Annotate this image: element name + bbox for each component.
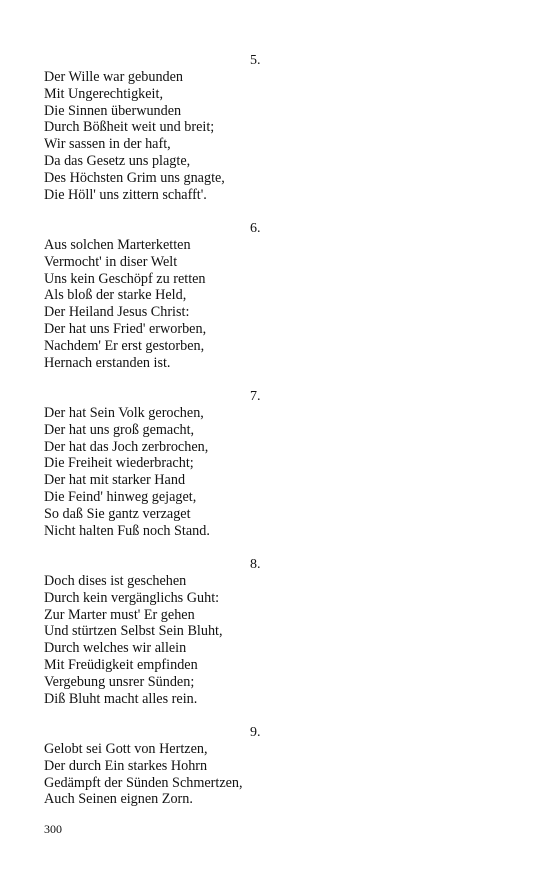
verse-line: Diß Bluht macht alles rein.: [44, 690, 198, 707]
verse-line: Durch welches wir allein: [44, 640, 187, 657]
verse-line: Die Feind' hinweg gejaget,: [44, 488, 197, 505]
verse-line: Auch Seinen eignen Zorn.: [44, 791, 193, 808]
verse-line: Gelobt sei Gott von Hertzen,: [44, 741, 208, 757]
stanza-number: 7.: [250, 389, 261, 404]
verse-line: Der hat mit starker Hand: [44, 472, 186, 489]
verse-line: Die Sinnen überwunden: [44, 102, 182, 119]
page-number: 300: [44, 822, 62, 836]
verse-line: So daß Sie gantz verzaget: [44, 505, 191, 522]
verse-line: Des Höchsten Grim uns gnagte,: [44, 169, 225, 186]
verse-line: Als bloß der starke Held,: [44, 287, 187, 304]
verse-line: Durch Bößheit weit und breit;: [44, 119, 215, 136]
verse-line: Die Höll' uns zittern schafft'.: [44, 186, 207, 203]
verse-line: Mit Ungerechtigkeit,: [44, 85, 163, 102]
verse-line: Der hat Sein Volk gerochen,: [44, 405, 204, 421]
verse-line: Nicht halten Fuß noch Stand.: [44, 522, 210, 539]
stanza-number: 9.: [250, 725, 261, 740]
verse-line: Vergebung unsrer Sünden;: [44, 673, 195, 690]
verse-line: Der durch Ein starkes Hohrn: [44, 757, 208, 774]
stanza-lines: [44, 405, 210, 539]
verse-line: Mit Freüdigkeit empfinden: [44, 656, 198, 673]
verse-line: Aus solchen Marterketten: [44, 237, 191, 253]
stanza-lines: [44, 741, 243, 808]
verse-line: Und stürtzen Selbst Sein Bluht,: [44, 623, 223, 640]
verse-line: Uns kein Geschöpf zu retten: [44, 270, 206, 287]
verse-line: Vermocht' in diser Welt: [44, 253, 178, 270]
verse-line: Da das Gesetz uns plagte,: [44, 152, 191, 169]
verse-line: Wir sassen in der haft,: [44, 136, 171, 153]
book-page: [44, 0, 514, 880]
verse-line: Hernach erstanden ist.: [44, 354, 171, 371]
stanza-lines: [44, 69, 225, 203]
verse-line: Der hat das Joch zerbrochen,: [44, 438, 209, 455]
verse-line: Der hat uns Fried' erworben,: [44, 320, 207, 337]
verse-line: Der hat uns groß gemacht,: [44, 421, 195, 438]
verse-line: Der Wille war gebunden: [44, 69, 184, 85]
stanza-number: 5.: [250, 53, 261, 68]
verse-line: Die Freiheit wiederbracht;: [44, 455, 194, 472]
verse-line: Zur Marter must' Er gehen: [44, 606, 195, 623]
verse-line: Nachdem' Er erst gestorben,: [44, 337, 205, 354]
verse-line: Durch kein vergänglichs Guht:: [44, 589, 220, 606]
stanza-lines: [44, 573, 223, 707]
verse-line: Doch dises ist geschehen: [44, 573, 187, 589]
stanza-lines: [44, 237, 206, 371]
verse-line: Gedämpft der Sünden Schmertzen,: [44, 774, 243, 791]
verse-line: Der Heiland Jesus Christ:: [44, 304, 190, 321]
stanza-number: 6.: [250, 221, 261, 236]
stanza-number: 8.: [250, 557, 261, 572]
